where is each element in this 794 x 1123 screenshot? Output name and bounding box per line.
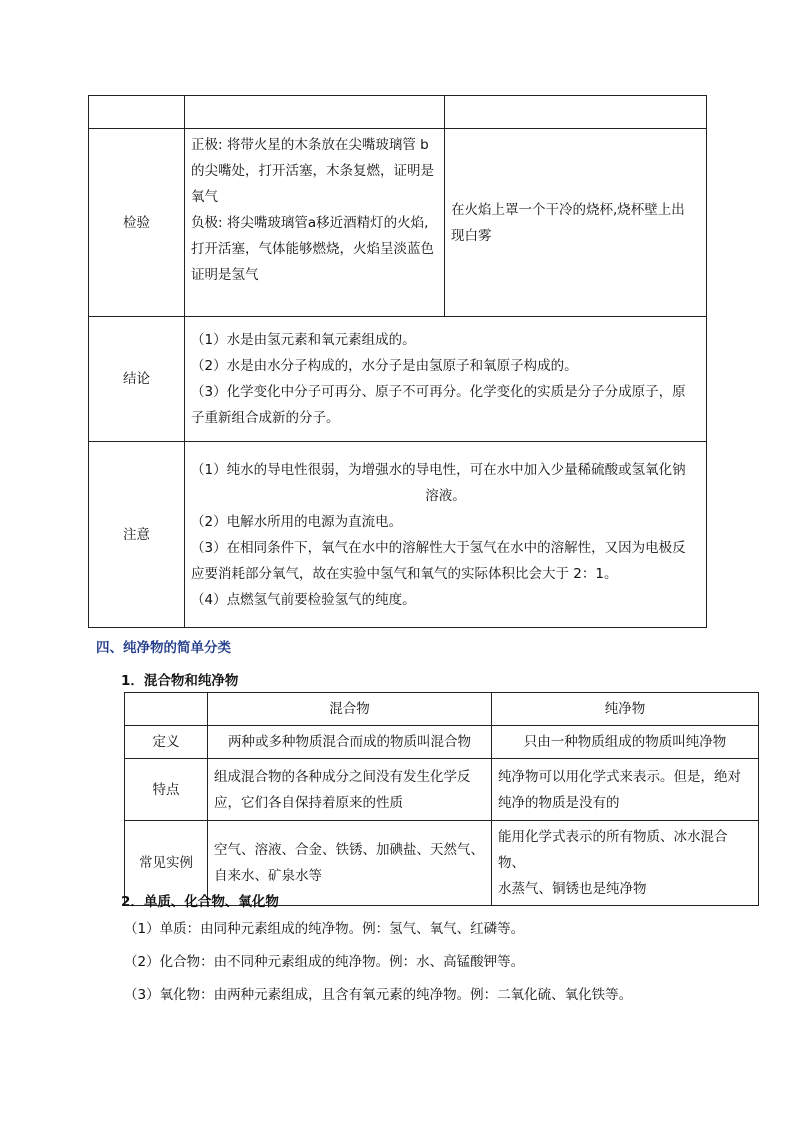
table-row-conclusion <box>89 317 707 442</box>
text-line: 水蒸气、铜锈也是纯净物 <box>498 881 647 897</box>
text-line: 空气、溶液、合金、铁锈、加碘盐、天然气、 <box>214 842 484 858</box>
text-line: 纯净的物质是没有的 <box>498 794 620 811</box>
table-row <box>89 96 707 129</box>
section-heading: 四、纯净物的简单分类 <box>96 640 231 656</box>
text-line: 氧气 <box>191 189 218 205</box>
header-cell: 纯净物 <box>492 693 759 726</box>
text-line: 在火焰上罩一个干冷的烧杯,烧杯壁上出 <box>451 201 685 218</box>
paragraph-compound: （2）化合物：由不同种元素组成的纯净物。例：水、高锰酸钾等。 <box>124 954 525 970</box>
text-line: 纯净物可以用化学式来表示。但是，绝对 <box>498 768 741 785</box>
subsection-heading: 1．混合物和纯净物 <box>121 673 239 689</box>
row-label-notes: 注意 <box>89 442 185 628</box>
text-line: 证明是氢气 <box>191 267 259 283</box>
text-line: （3）在相同条件下，氧气在水中的溶解性大于氢气在水中的溶解性，又因为电极反 <box>191 539 686 556</box>
text-line: 应，它们各自保持着原来的性质 <box>214 794 403 811</box>
row-label-conclusion: 结论 <box>89 317 185 442</box>
text-line: 能用化学式表示的所有物质、冰水混合物、 <box>498 829 728 871</box>
table-cell <box>185 96 445 129</box>
text-line: （4）点燃氢气前要检验氢气的纯度。 <box>191 591 416 608</box>
text-line: 应要消耗部分氧气，故在实验中氢气和氧气的实际体积比会大于 2：1。 <box>191 565 618 582</box>
check-positive-negative <box>185 129 445 317</box>
text-line: 自来水、矿泉水等 <box>214 868 322 884</box>
table-row-notes <box>89 442 707 628</box>
table-row-check <box>89 129 707 317</box>
paragraph-elemental-substance: （1）单质：由同种元素组成的纯净物。例：氢气、氧气、红磷等。 <box>124 921 525 937</box>
text-line: 正极: 将带火星的木条放在尖嘴玻璃管 b <box>191 137 429 153</box>
table-cell: 两种或多种物质混合而成的物质叫混合物 <box>208 726 492 759</box>
table-header-row <box>125 693 759 726</box>
text-line: 溶液。 <box>425 487 466 504</box>
text-line: 现白雾 <box>451 227 492 244</box>
text-line: 打开活塞，气体能够燃烧，火焰呈淡蓝色 <box>191 241 434 257</box>
text-line: （2）电解水所用的电源为直流电。 <box>191 513 403 530</box>
check-hydrogen-test <box>445 129 707 317</box>
paragraph-oxide: （3）氧化物：由两种元素组成，且含有氧元素的纯净物。例：二氧化硫、氧化铁等。 <box>124 987 633 1003</box>
row-label: 特点 <box>125 759 208 821</box>
table-cell <box>492 759 759 821</box>
text-line: 子重新组合成新的分子。 <box>191 410 340 426</box>
text-line: 负极: 将尖嘴玻璃管a移近酒精灯的火焰, <box>191 215 429 231</box>
text-line: （2）水是由水分子构成的，水分子是由氢原子和氧原子构成的。 <box>191 358 578 374</box>
header-cell: 混合物 <box>208 693 492 726</box>
table-cell <box>89 96 185 129</box>
text-line: （3）化学变化中分子可再分、原子不可再分。化学变化的实质是分子分成原子，原 <box>191 384 686 400</box>
table-cell: 只由一种物质组成的物质叫纯净物 <box>492 726 759 759</box>
table-cell <box>208 759 492 821</box>
row-label: 常见实例 <box>125 821 208 906</box>
table-cell <box>492 821 759 906</box>
conclusion-content <box>185 317 707 442</box>
text-line: 的尖嘴处，打开活塞，木条复燃，证明是 <box>191 163 434 179</box>
text-line: （1）纯水的导电性很弱，为增强水的导电性，可在水中加入少量稀硫酸或氢氧化钠 <box>191 461 686 478</box>
subsection-heading: 2．单质、化合物、氧化物 <box>121 894 279 910</box>
mixture-pure-table <box>124 692 759 906</box>
header-cell <box>125 693 208 726</box>
table-cell <box>445 96 707 129</box>
table-row <box>125 759 759 821</box>
table-row <box>125 726 759 759</box>
row-label: 定义 <box>125 726 208 759</box>
text-line: （1）水是由氢元素和氧元素组成的。 <box>191 332 416 348</box>
text-line: 组成混合物的各种成分之间没有发生化学反 <box>214 768 471 785</box>
row-label-check: 检验 <box>89 129 185 317</box>
notes-content <box>185 442 707 628</box>
electrolysis-table <box>88 95 707 628</box>
